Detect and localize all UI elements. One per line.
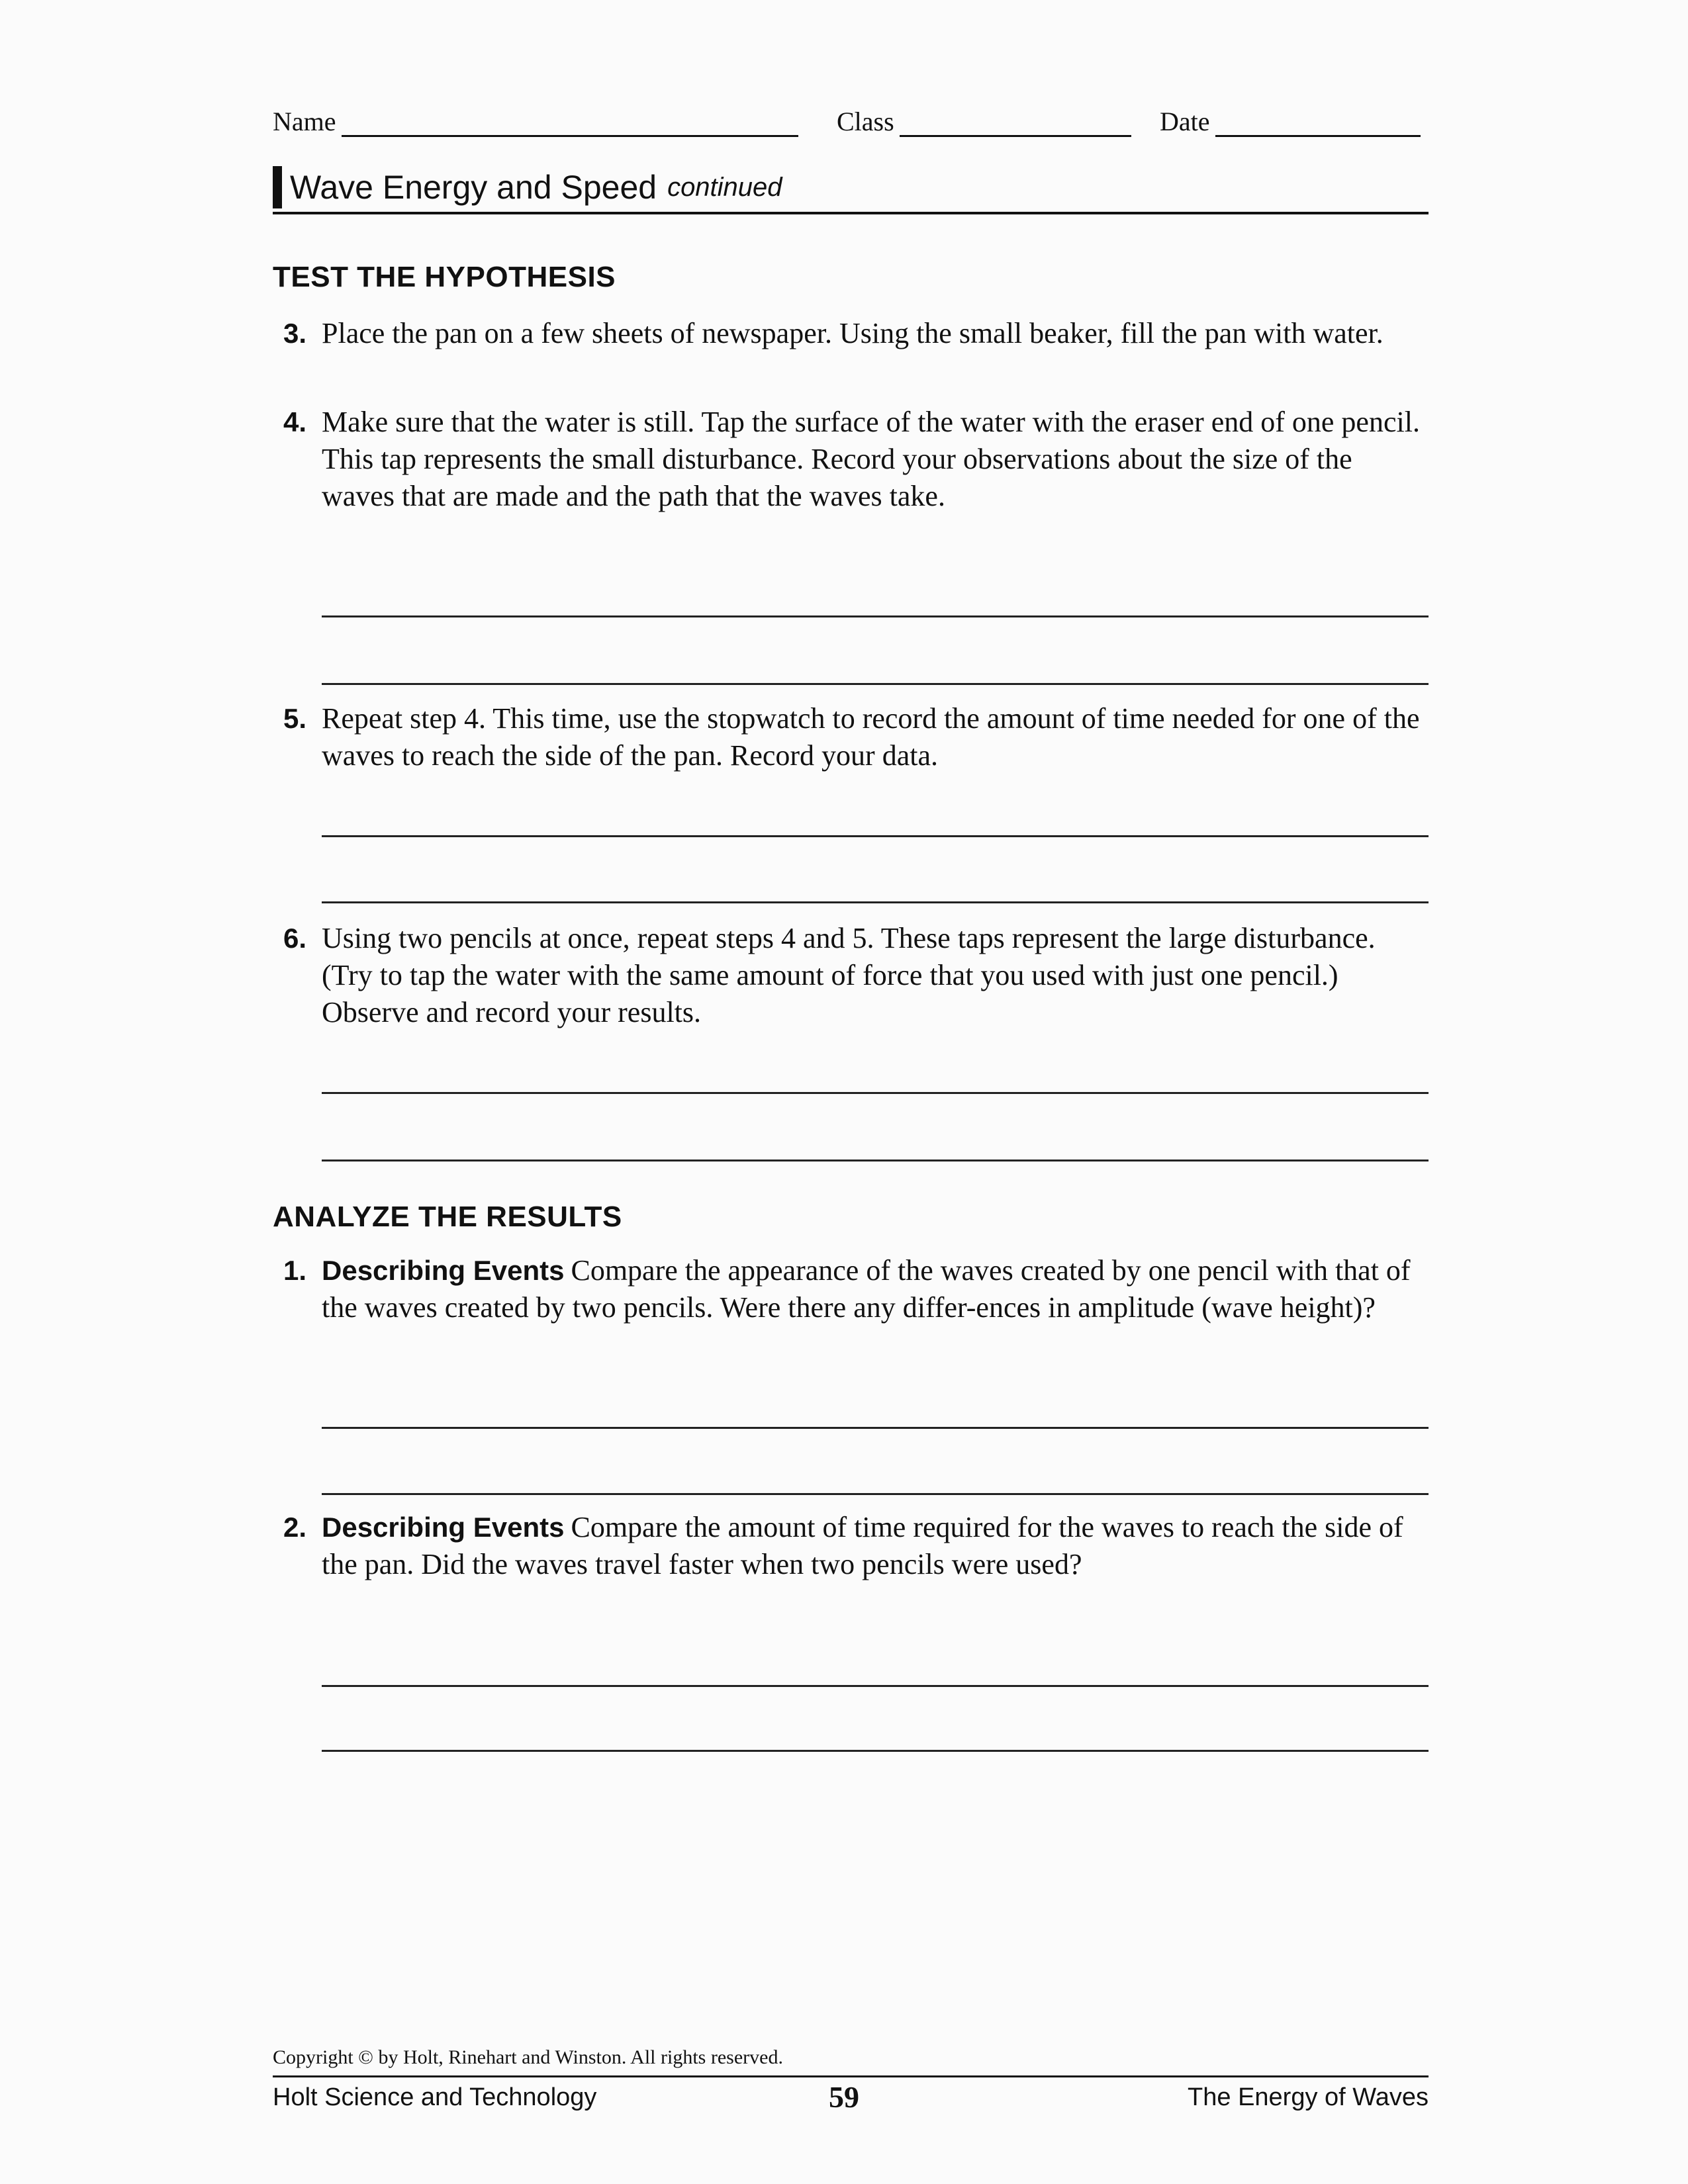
title-continued: continued [667, 172, 782, 202]
question-body [322, 1252, 1429, 1326]
answer-line[interactable] [322, 901, 1429, 903]
date-label: Date [1160, 107, 1210, 136]
copyright-notice: Copyright © by Holt, Rinehart and Winston. All rights reserved. [273, 2046, 783, 2068]
step-3 [283, 315, 1429, 352]
answer-line[interactable] [322, 1160, 1429, 1161]
answer-line[interactable] [322, 1750, 1429, 1752]
question-text: Compare the amount of time required for the waves to reach the side of the pan. Did the waves travel faster when two pencils were used? [322, 1511, 1403, 1580]
name-blank[interactable] [342, 110, 798, 137]
footer-divider [273, 2075, 1429, 2077]
answer-line[interactable] [322, 1493, 1429, 1495]
step-6 [283, 920, 1429, 1031]
answer-line[interactable] [322, 615, 1429, 617]
date-blank[interactable] [1215, 110, 1421, 137]
step-number: 5. [283, 703, 307, 734]
step-number: 4. [283, 406, 307, 437]
name-label: Name [273, 107, 336, 136]
class-blank[interactable] [900, 110, 1131, 137]
question-text: Compare the appearance of the waves created by one pencil with that of the waves created by two pencils. Were there any differ-ences in amplitude (wave height)? [322, 1254, 1411, 1324]
page-number: 59 [829, 2080, 859, 2114]
step-text: Make sure that the water is still. Tap the surface of the water with the eraser end of one pencil. This tap represents the small disturbance. Record your observations about the size of the waves that are made and the path that the waves take. [322, 406, 1420, 512]
question-lead: Describing Events [322, 1255, 565, 1286]
step-5 [283, 700, 1429, 774]
step-text: Place the pan on a few sheets of newspaper. Using the small beaker, fill the pan with water. [322, 317, 1383, 349]
title-bar [273, 163, 1429, 214]
date-field[interactable] [1160, 106, 1421, 137]
step-text: Using two pencils at once, repeat steps 4 and 5. These taps represent the large disturbance. (Try to tap the water with the same amount of force that you used with just one pencil.) Observe and record your results. [322, 922, 1376, 1028]
page-title: Wave Energy and Speed [290, 169, 657, 206]
answer-line[interactable] [322, 835, 1429, 837]
section-heading-test-hypothesis: TEST THE HYPOTHESIS [273, 261, 616, 293]
question-number: 2. [283, 1512, 307, 1543]
step-number: 6. [283, 923, 307, 954]
class-field[interactable] [837, 106, 1131, 137]
answer-line[interactable] [322, 1427, 1429, 1429]
step-number: 3. [283, 318, 307, 349]
step-text: Repeat step 4. This time, use the stopwatch to record the amount of time needed for one of the waves to reach the side of the pan. Record your data. [322, 702, 1420, 772]
step-4 [283, 404, 1429, 515]
question-body [322, 1509, 1429, 1583]
title-marker [273, 166, 282, 208]
question-2 [283, 1509, 1429, 1583]
section-heading-analyze-results: ANALYZE THE RESULTS [273, 1201, 622, 1233]
question-number: 1. [283, 1255, 307, 1286]
question-lead: Describing Events [322, 1512, 565, 1543]
question-1 [283, 1252, 1429, 1326]
class-label: Class [837, 107, 894, 136]
answer-line[interactable] [322, 1685, 1429, 1687]
answer-line[interactable] [322, 1092, 1429, 1094]
name-field[interactable] [273, 106, 798, 137]
footer-chapter: The Energy of Waves [1188, 2083, 1429, 2111]
header-fields [273, 106, 1429, 152]
footer-publisher: Holt Science and Technology [273, 2083, 597, 2111]
answer-line[interactable] [322, 683, 1429, 685]
